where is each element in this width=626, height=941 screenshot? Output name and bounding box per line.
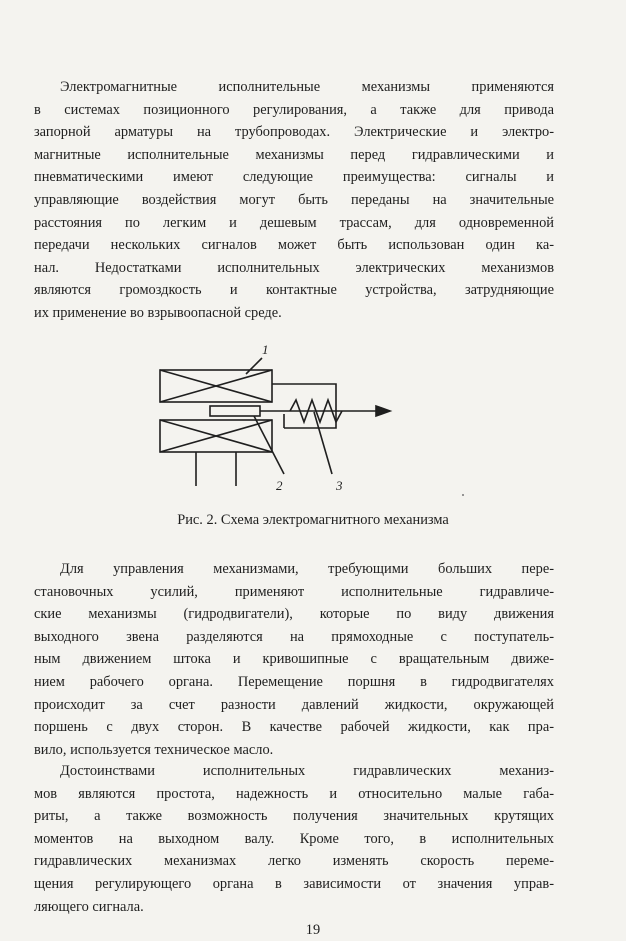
text-line: передачи нескольких сигналов может быть использован один ка- (34, 237, 554, 254)
text-line: нием рабочего органа. Перемещение поршня в гидродвигателях (34, 673, 554, 690)
text-line: Для управления механизмами, требующими больших пере- (60, 561, 554, 577)
text-line: вило, используется техническое масло. (34, 741, 274, 758)
text-line: риты, а также возможность получения значительных крутящих (34, 808, 554, 825)
paragraph-hydraulic-advantages (34, 760, 554, 918)
text-line: пневматическими имеют следующие преимущества: сигналы и (34, 169, 554, 186)
text-line: их применение во взрывоопасной среде. (34, 304, 282, 321)
text-line: моментов на выходном валу. Кроме того, в исполнительных (34, 830, 554, 847)
label-2: 2 (276, 478, 283, 493)
scan-speck (462, 494, 464, 496)
core-armature (210, 406, 260, 416)
text-line: магнитные исполнительные механизмы перед гидравлическими и (34, 146, 554, 163)
text-line: происходит за счет разности давлений жидкости, окружающей (34, 696, 554, 713)
text-line: выходного звена разделяются на прямоходные с поступатель- (34, 628, 554, 645)
text-line: становочных усилий, применяют исполнительные гидравличе- (34, 583, 554, 600)
paragraph-electromagnetic (34, 76, 554, 325)
text-line: являются громоздкость и контактные устройства, затрудняющие (34, 282, 554, 299)
text-line: поршень с двух сторон. В качестве рабочей жидкости, как пра- (34, 719, 554, 736)
text-line: щения регулирующего органа в зависимости от значения управ- (34, 875, 554, 892)
text-line: ские механизмы (гидродвигатели), которые по виду движения (34, 606, 554, 623)
text-line: нал. Недостатками исполнительных электрических механизмов (34, 259, 554, 276)
text-line: в системах позиционного регулирования, а также для привода (34, 101, 554, 118)
figure-caption: Рис. 2. Схема электромагнитного механизма (177, 512, 449, 528)
label-1: 1 (262, 342, 269, 357)
text-line: ляющего сигнала. (34, 898, 144, 915)
text-line: расстояния по легким и дешевым трассам, для одновременной (34, 214, 554, 231)
paragraph-hydraulic-intro (34, 558, 554, 761)
label-3: 3 (336, 478, 343, 493)
text-line: мов являются простота, надежность и относительно малые габа- (34, 785, 554, 802)
text-line: Электромагнитные исполнительные механизмы применяются (60, 79, 554, 95)
text-line: управляющие воздействия могут быть переданы на значительные (34, 191, 554, 208)
text-line: запорной арматуры на трубопроводах. Электрические и электро- (34, 124, 554, 141)
text-line: ным движением штока и кривошипные с вращательным движе- (34, 651, 554, 668)
text-line: Достоинствами исполнительных гидравлических механиз- (60, 763, 554, 779)
page-number: 19 (305, 922, 321, 938)
text-line: гидравлических механизмах легко изменять скорость переме- (34, 853, 554, 870)
electromagnetic-mechanism-diagram (150, 338, 490, 500)
